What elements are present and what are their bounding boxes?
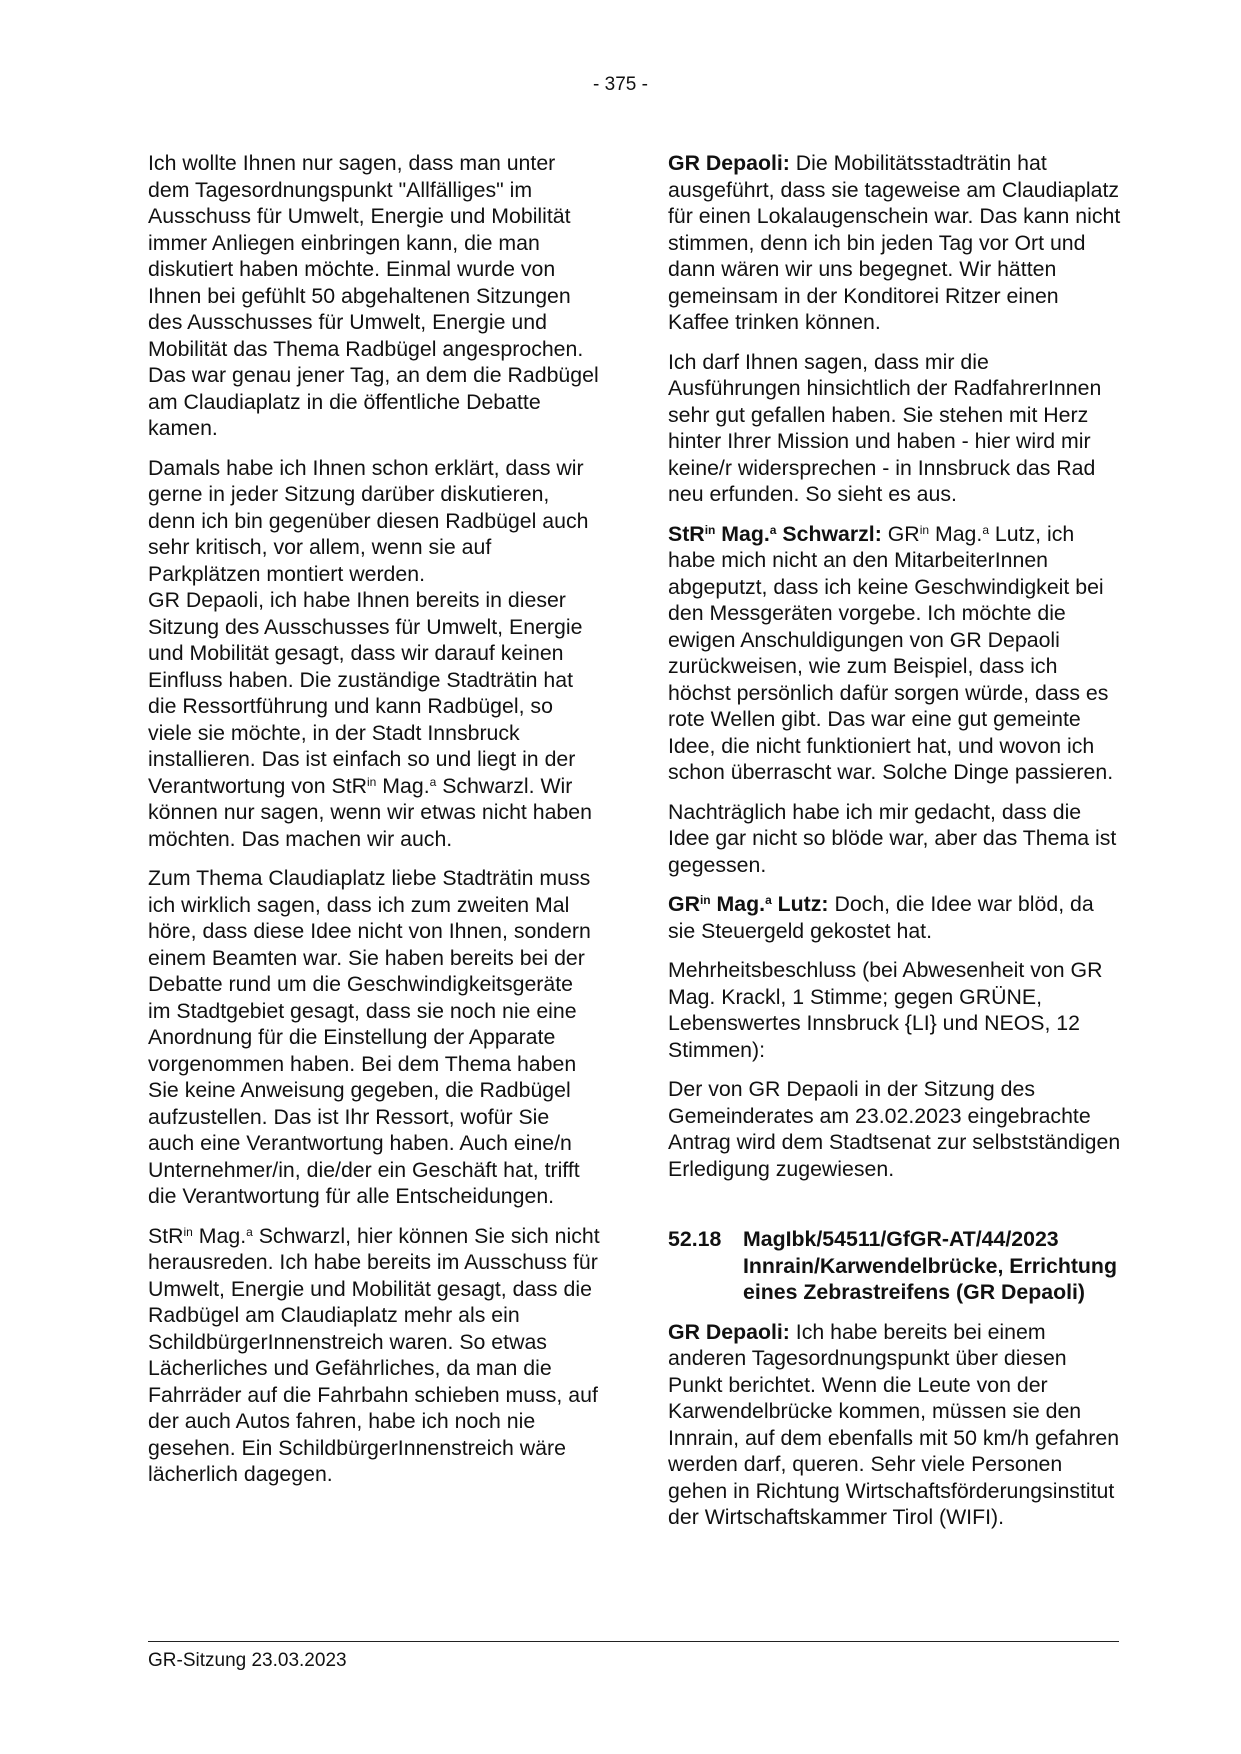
paragraph: StR$^{in}$ Mag.$^a$ Schwarzl: $GR^{in}$ Mag.$^a$ Lutz, ich habe mich nicht an den MitarbeiterInnen abgeputzt, dass ich keine Geschwindigkeit bei den Messgeräten vorgebe. Ich möchte die ewigen Anschuldigungen von GR Depaoli zurückweisen, wie zum Beispiel, dass ich höchst persönlich dafür sorgen würde, dass es rote Wellen gibt. Das war eine gut gemeinte Idee, die nicht funktioniert hat, und wovon ich schon überrascht war. Solche Dinge passieren.	[668, 521, 1114, 784]
paragraph: Ich darf Ihnen sagen, dass mir die Ausführungen hinsichtlich der RadfahrerInnen sehr gut gefallen haben. Sie stehen mit Herz hinter Ihrer Mission und haben - hier wird mir keine/r widersprechen - in Innsbruck das Rad neu erfunden. So sieht es aus.	[668, 349, 1102, 506]
paragraph: StR$^{in}$ Mag.$^a$ Schwarzl, hier können Sie sich nicht herausreden. Ich habe bereits im Ausschuss für Umwelt, Energie und Mobilität gesagt, dass die Radbügel am Claudiaplatz mehr als ein SchildbürgerInnenstreich waren. So etwas Lächerliches und Gefährliches, da man die Fahrräder auf die Fahrbahn schieben muss, auf der auch Autos fahren, habe ich noch nie gesehen. Ein SchildbürgerInnenstreich wäre lächerlich dagegen.	[148, 1223, 600, 1486]
speaker-name: GR Depaoli:	[668, 151, 790, 175]
left-column	[148, 150, 601, 1501]
paragraph: Mehrheitsbeschluss (bei Abwesenheit von GR Mag. Krackl, 1 Stimme; gegen GRÜNE, Lebenswertes Innsbruck {LI} und NEOS, 12 Stimmen):	[668, 958, 1103, 1062]
paragraph: GR Depaoli, ich habe Ihnen bereits in dieser Sitzung des Ausschusses für Umwelt, Energie und Mobilität gesagt, dass wir darauf keinen Einfluss haben. Die zuständige Stadträtin hat die Ressortführung und kann Radbügel, so viele sie möchte, in der Stadt Innsbruck installieren. Das ist einfach so und liegt in der Verantwortung von StR$^{in}$ Mag.$^a$ Schwarzl. Wir können nur sagen, wenn wir etwas nicht haben möchten. Das machen wir auch.	[148, 588, 592, 851]
speaker-name: GR Depaoli:	[668, 1319, 790, 1344]
paragraph: Zum Thema Claudiaplatz liebe Stadträtin muss ich wirklich sagen, dass ich zum zweiten Mal höre, dass diese Idee nicht von Ihnen, sondern einem Beamten war. Sie haben bereits bei der Debatte rund um die Geschwindigkeitsgeräte im Stadtgebiet gesagt, dass sie noch nie eine Anordnung für die Einstellung der Apparate vorgenommen haben. Bei dem Thema haben Sie keine Anweisung gegeben, die Radbügel aufzustellen. Das ist Ihr Ressort, wofür Sie auch eine Verantwortung haben. Auch eine/n Unternehmer/in, die/der ein Geschäft hat, trifft die Verantwortung für alle Entscheidungen.	[148, 866, 591, 1208]
paragraph: Nachträglich habe ich mir gedacht, dass die Idee gar nicht so blöde war, aber das Thema ist gegessen.	[668, 799, 1117, 877]
footer-text: GR-Sitzung 23.03.2023	[148, 1650, 347, 1671]
speaker-name: $GR^{in}$ Mag.$^a$ Lutz:	[668, 892, 829, 916]
paragraph: GR Depaoli: Ich habe bereits bei einem anderen Tagesordnungspunkt über diesen Punkt berichtet. Wenn die Leute von der Karwendelbrücke kommen, müssen sie den Innrain, auf dem ebenfalls mit 50 km/h gefahren werden darf, queren. Sehr viele Personen gehen in Richtung Wirtschaftsförderungsinstitut der Wirtschaftskammer Tirol (WIFI).	[668, 1319, 1120, 1529]
footer-divider	[148, 1641, 1119, 1642]
agenda-item-heading	[668, 1226, 1121, 1253]
paragraph: GR Depaoli: Die Mobilitätsstadträtin hat ausgeführt, dass sie tageweise am Claudiaplatz für einen Lokalaugenschein war. Das kann nicht stimmen, denn ich bin jeden Tag vor Ort und dann wären wir uns begegnet. Wir hätten gemeinsam in der Konditorei Ritzer einen Kaffee trinken können.	[668, 151, 1121, 334]
agenda-item-reference: MagIbk/54511/GfGR-AT/44/2023	[743, 1227, 1059, 1251]
speaker-name: StR$^{in}$ Mag.$^a$ Schwarzl:	[668, 521, 882, 546]
page-number: - 375 -	[593, 74, 648, 95]
paragraph: $GR^{in}$ Mag.$^a$ Lutz: Doch, die Idee war blöd, da sie Steuergeld gekostet hat.	[668, 892, 1094, 943]
agenda-item-number: 52.18	[668, 1227, 722, 1251]
agenda-item-title: Innrain/Karwendelbrücke, Errichtung eines Zebrastreifens (GR Depaoli)	[743, 1253, 1117, 1304]
paragraph: Damals habe ich Ihnen schon erklärt, dass wir gerne in jeder Sitzung darüber diskutieren, denn ich bin gegenüber diesen Radbügel auch sehr kritisch, vor allem, wenn sie auf Parkplätzen montiert werden.	[148, 455, 589, 586]
paragraph: Ich wollte Ihnen nur sagen, dass man unter dem Tagesordnungspunkt "Allfälliges" im Ausschuss für Umwelt, Energie und Mobilität immer Anliegen einbringen kann, die man diskutiert haben möchte. Einmal wurde von Ihnen bei gefühlt 50 abgehaltenen Sitzungen des Ausschusses für Umwelt, Energie und Mobilität das Thema Radbügel angesprochen. Das war genau jener Tag, an dem die Radbügel am Claudiaplatz in die öffentliche Debatte kamen.	[148, 151, 599, 440]
paragraph: Der von GR Depaoli in der Sitzung des Gemeinderates am 23.02.2023 eingebrachte Antrag wird dem Stadtsenat zur selbstständigen Erledigung zugewiesen.	[668, 1077, 1121, 1181]
right-column	[668, 150, 1121, 1544]
